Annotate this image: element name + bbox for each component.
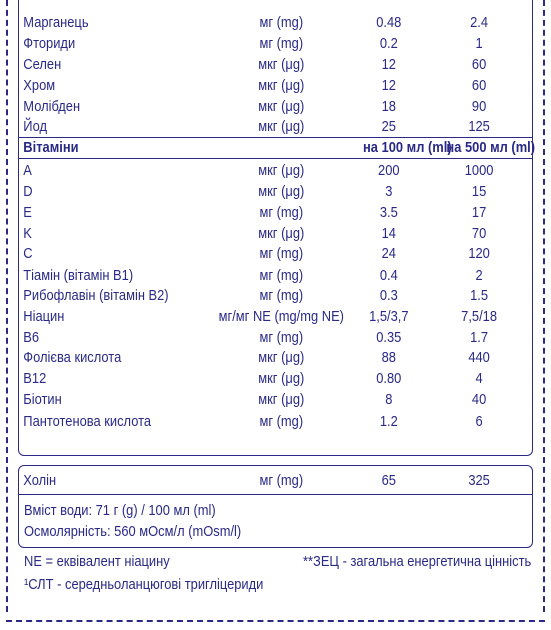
nutrient-name: B12	[23, 370, 47, 387]
value-100ml: 200	[378, 162, 400, 179]
nutrient-name: Селен	[23, 56, 62, 73]
nutrient-unit: мкг (μg)	[258, 98, 305, 115]
value-500ml: 325	[468, 472, 490, 489]
value-100ml: 14	[381, 225, 396, 242]
table-row	[19, 182, 531, 202]
value-500ml: 15	[471, 183, 487, 200]
value-100ml: 3	[385, 183, 393, 200]
value-500ml: 6	[475, 413, 483, 430]
table-row	[19, 203, 531, 223]
value-500ml: 1000	[464, 162, 494, 179]
column-header-500ml: на 500 мл (ml)	[446, 139, 536, 156]
value-500ml: 60	[471, 56, 487, 73]
value-500ml: 1	[475, 35, 483, 52]
value-100ml: 0.35	[376, 329, 402, 346]
nutrient-unit: мг/мг NE (mg/mg NE)	[218, 308, 344, 325]
nutrient-unit: мг (mg)	[259, 329, 304, 346]
table-row	[19, 369, 531, 389]
nutrient-name: E	[23, 204, 32, 221]
table-row	[19, 328, 531, 348]
water-content: Вміст води: 71 г (g) / 100 мл (ml)	[24, 502, 216, 519]
nutrient-name: Марганець	[23, 14, 89, 31]
dashed-border-right	[543, 0, 545, 612]
value-100ml: 65	[381, 472, 396, 489]
nutrient-unit: мг (mg)	[259, 287, 304, 304]
nutrient-name: D	[23, 183, 33, 200]
value-500ml: 2.4	[470, 14, 489, 31]
nutrient-unit: мг (mg)	[259, 204, 304, 221]
value-100ml: 0.2	[379, 35, 398, 52]
nutrient-unit: мг (mg)	[259, 245, 304, 262]
nutrient-unit: мкг (μg)	[258, 56, 305, 73]
table-row	[19, 412, 531, 432]
table-row	[19, 224, 531, 244]
value-500ml: 2	[475, 267, 483, 284]
value-100ml: 1.2	[379, 413, 398, 430]
vitamins-header	[19, 137, 536, 159]
table-row	[19, 34, 531, 54]
value-500ml: 440	[468, 349, 490, 366]
nutrient-name: C	[23, 245, 33, 262]
table-row	[19, 161, 531, 181]
nutrient-unit: мкг (μg)	[258, 370, 305, 387]
value-500ml: 40	[471, 391, 487, 408]
nutrient-name: Йод	[23, 118, 47, 135]
nutrient-name: Фториди	[23, 35, 76, 52]
nutrient-unit: мг (mg)	[259, 413, 304, 430]
value-500ml: 90	[471, 98, 487, 115]
footnote-slt: ¹СЛТ - середньоланцюгові тригліцериди	[24, 576, 264, 593]
table-row	[19, 471, 531, 491]
value-500ml: 60	[471, 77, 487, 94]
value-500ml: 1.5	[470, 287, 489, 304]
nutrient-unit: мкг (μg)	[258, 349, 305, 366]
table-row	[19, 76, 531, 96]
table-row	[19, 244, 531, 264]
nutrient-name: Фолієва кислота	[23, 349, 122, 366]
dashed-border-bottom	[6, 620, 545, 622]
dashed-border-left	[6, 0, 8, 612]
nutrition-table	[18, 0, 536, 456]
footnote-zec: **ЗЕЦ - загальна енергетична цінність	[303, 553, 532, 570]
table-row	[19, 266, 531, 286]
value-500ml: 17	[471, 204, 487, 221]
table-row	[19, 55, 531, 75]
value-100ml: 88	[381, 349, 396, 366]
value-100ml: 0.48	[376, 14, 402, 31]
table-row	[19, 13, 531, 33]
value-500ml: 4	[475, 370, 483, 387]
choline-box	[18, 465, 533, 548]
nutrient-unit: мкг (μg)	[258, 162, 305, 179]
nutrient-unit: мг (mg)	[259, 267, 304, 284]
nutrient-unit: мкг (μg)	[258, 183, 305, 200]
value-100ml: 1,5/3,7	[369, 308, 409, 325]
value-100ml: 12	[381, 56, 396, 73]
value-100ml: 3.5	[379, 204, 398, 221]
nutrient-unit: мкг (μg)	[258, 391, 305, 408]
nutrient-name: Рибофлавін (вітамін B2)	[23, 287, 169, 304]
footnote-ne: NE = еквівалент ніацину	[24, 553, 170, 570]
nutrient-name: K	[23, 225, 32, 242]
value-100ml: 25	[381, 118, 396, 135]
table-row	[19, 286, 531, 306]
value-100ml: 12	[381, 77, 396, 94]
nutrient-name: Молібден	[23, 98, 81, 115]
nutrient-unit: мкг (μg)	[258, 225, 305, 242]
section-title: Вітаміни	[23, 139, 79, 156]
table-row	[19, 97, 531, 117]
nutrient-unit: мг (mg)	[259, 472, 304, 489]
nutrient-name: Тіамін (вітамін B1)	[23, 267, 134, 284]
nutrient-name: Пантотенова кислота	[23, 413, 152, 430]
value-500ml: 120	[468, 245, 490, 262]
nutrient-name: Холін	[23, 472, 57, 489]
value-100ml: 24	[381, 245, 396, 262]
value-100ml: 0.80	[376, 370, 402, 387]
nutrient-unit: мг (mg)	[259, 14, 304, 31]
value-500ml: 125	[468, 118, 490, 135]
table-row	[19, 348, 531, 368]
value-500ml: 7,5/18	[461, 308, 498, 325]
value-100ml: 0.4	[379, 267, 398, 284]
column-header-100ml: на 100 мл (ml)	[363, 139, 452, 156]
nutrient-name: Хром	[23, 77, 56, 94]
value-100ml: 18	[381, 98, 396, 115]
divider	[19, 494, 532, 495]
nutrient-unit: мкг (μg)	[258, 77, 305, 94]
value-500ml: 70	[471, 225, 487, 242]
osmolarity: Осмолярність: 560 мОсм/л (mOsm/l)	[24, 523, 242, 540]
table-row	[19, 307, 531, 327]
value-100ml: 0.3	[379, 287, 398, 304]
nutrient-unit: мг (mg)	[259, 35, 304, 52]
value-500ml: 1.7	[470, 329, 489, 346]
table-row	[19, 390, 531, 410]
nutrient-name: Ніацин	[23, 308, 65, 325]
nutrient-unit: мкг (μg)	[258, 118, 305, 135]
nutrient-name: Біотин	[23, 391, 62, 408]
table-row	[19, 117, 531, 137]
value-100ml: 8	[385, 391, 393, 408]
nutrient-name: B6	[23, 329, 40, 346]
nutrient-name: A	[23, 162, 32, 179]
